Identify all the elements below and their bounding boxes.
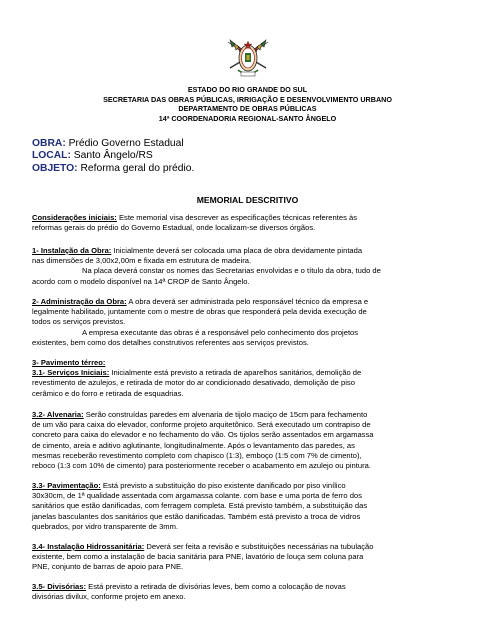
document-header — [0, 85, 495, 123]
servicos-iniciais-line: revestimento de azulejos, e retirada de motor do ar condicionado desativado, demolição de piso — [32, 378, 355, 388]
hidrossanitaria-line: PNE, conjunto de barras de apoio para PNE. — [32, 562, 184, 572]
pavimentacao-line: Está previsto a substituição do piso existente danificado por piso vinílico — [100, 481, 346, 490]
alvenaria-line: Serão construídas paredes em alvenaria de tijolo maciço de 15cm para fechamento — [83, 410, 368, 419]
instalacao-line: Na placa deverá constar os nomes das Secretarias envolvidas e o título da obra, tudo de — [82, 266, 381, 276]
pavimentacao-line: sanitários que estão danificadas, com ferragem completa. Está previsto também, a substituição das — [32, 501, 368, 511]
consideracoes-label: Considerações iniciais: — [32, 213, 117, 222]
pavimentacao-label: 3.3- Pavimentação: — [32, 481, 101, 490]
obra-row — [32, 138, 194, 150]
pavimento-heading: 3- Pavimento térreo: — [32, 358, 106, 367]
divisorias-line: divisórias divilux, conforme projeto em anexo. — [32, 592, 186, 602]
header-secretariat: SECRETARIA DAS OBRAS PÚBLICAS, IRRIGAÇÃO E DESENVOLVIMENTO URBANO — [103, 94, 392, 104]
administracao-line: A empresa executante das obras é a responsável pelo conhecimento dos projetos — [82, 327, 359, 337]
administracao-line: existentes, bem como dos detalhes construtivos referentes aos serviços previstos. — [32, 337, 309, 347]
objeto-row — [32, 163, 194, 175]
local-value: Santo Ângelo/RS — [70, 150, 153, 162]
alvenaria-line: de um vão para caixa do elevador, conforme projeto arquitetônico. Será executado um contrapiso de — [32, 420, 371, 430]
servicos-iniciais-label: 3.1- Serviços Iniciais: — [32, 368, 110, 378]
pavimentacao-line: janelas basculantes dos sanitários que estão danificadas. Também está previsto a troca de vidros — [32, 511, 361, 521]
section-divisorias — [32, 582, 464, 602]
hidrossanitaria-line: Deverá ser feita a revisão e substituições necessárias na tubulação — [144, 542, 374, 551]
section-pavimento-terreo — [32, 358, 464, 399]
alvenaria-line: reboco (1:3 com 10% de cimento) para posteriormente receber o acabamento em azulejo ou pintura. — [32, 461, 371, 471]
pavimentacao-line: 30x30cm, de 1ª qualidade assentada com argamassa colante. com base e uma porta de ferro dos — [32, 491, 362, 501]
servicos-iniciais-line: Inicialmente está previsto a retirada de aparelhos sanitários, demolição de — [109, 368, 362, 378]
local-row — [32, 150, 194, 162]
objeto-value: Reforma geral do prédio. — [77, 162, 195, 174]
obra-value: Prédio Governo Estadual — [65, 138, 184, 149]
divisorias-line: Está previsto a retirada de divisórias leves, bem como a colocação de novas — [86, 582, 346, 591]
hidrossanitaria-line: existente, bem como a instalação de bacia sanitária para PNE, lavatório de louça sem coluna para — [32, 552, 364, 562]
section-alvenaria — [32, 410, 464, 471]
section-consideracoes — [32, 213, 464, 233]
alvenaria-line: concreto para caixa do elevador e no fechamento do vão. Os tijolos serão assentados em argamassa — [32, 430, 374, 440]
instalacao-line: nas dimensões de 3,00x2,00m e fixada em estrutura de madeira. — [32, 256, 252, 266]
header-coordination: 14ª COORDENADORIA REGIONAL-SANTO ÂNGELO — [158, 113, 337, 123]
administracao-line: A obra deverá ser administrada pelo responsável técnico da empresa e — [126, 297, 369, 306]
section-hidrossanitaria — [32, 542, 464, 573]
servicos-iniciais-line: cerâmico e do forro e retirada de esquadrias. — [32, 388, 184, 398]
alvenaria-label: 3.2- Alvenaria: — [32, 410, 84, 419]
instalacao-label: 1- Instalação da Obra: — [32, 246, 112, 255]
section-instalacao — [32, 246, 464, 287]
section-administracao — [32, 297, 464, 348]
obra-label: OBRA: — [32, 138, 66, 149]
instalacao-line: Inicialmente deverá ser colocada uma placa de obra devidamente pintada — [111, 246, 363, 255]
work-info — [32, 138, 194, 175]
local-label: LOCAL: — [32, 150, 71, 162]
alvenaria-line: mesmas receberão revestimento completo com chapisco (1:3), emboço (1:5 com 7% de cimento), — [32, 450, 362, 460]
header-department: DEPARTAMENTO DE OBRAS PÚBLICAS — [178, 104, 317, 113]
administracao-label: 2- Administração da Obra: — [32, 297, 127, 306]
section-pavimentacao — [32, 481, 464, 532]
administracao-line: todos os serviços previstos. — [32, 317, 126, 327]
objeto-label: OBJETO: — [32, 162, 78, 174]
administracao-line: legalmente habilitado, juntamente com o mestre de obras que responderá pela devida execução de — [32, 307, 367, 317]
pavimentacao-line: quebrados, por vidro transparente de 3mm. — [32, 521, 179, 531]
divisorias-label: 3.5- Divisórias: — [32, 582, 87, 591]
hidrossanitaria-label: 3.4- Instalação Hidrossanitária: — [32, 542, 145, 551]
header-state: ESTADO DO RIO GRANDE DO SUL — [187, 85, 308, 94]
consideracoes-line: Este memorial visa descrever as especificações técnicas referentes às — [116, 213, 357, 222]
document-title: MEMORIAL DESCRITIVO — [196, 195, 299, 205]
coat-of-arms-emblem — [226, 38, 270, 80]
alvenaria-line: de cimento, areia e aditivo aglutinante, longitudinalmente. Após o levantamento das paredes, as — [32, 440, 355, 450]
instalacao-line: acordo com o modelo disponível na 14ª CROP de Santo Ângelo. — [32, 276, 250, 286]
consideracoes-line: reformas gerais do prédio do Governo Estadual, onde localizam-se diversos órgãos. — [32, 223, 316, 233]
